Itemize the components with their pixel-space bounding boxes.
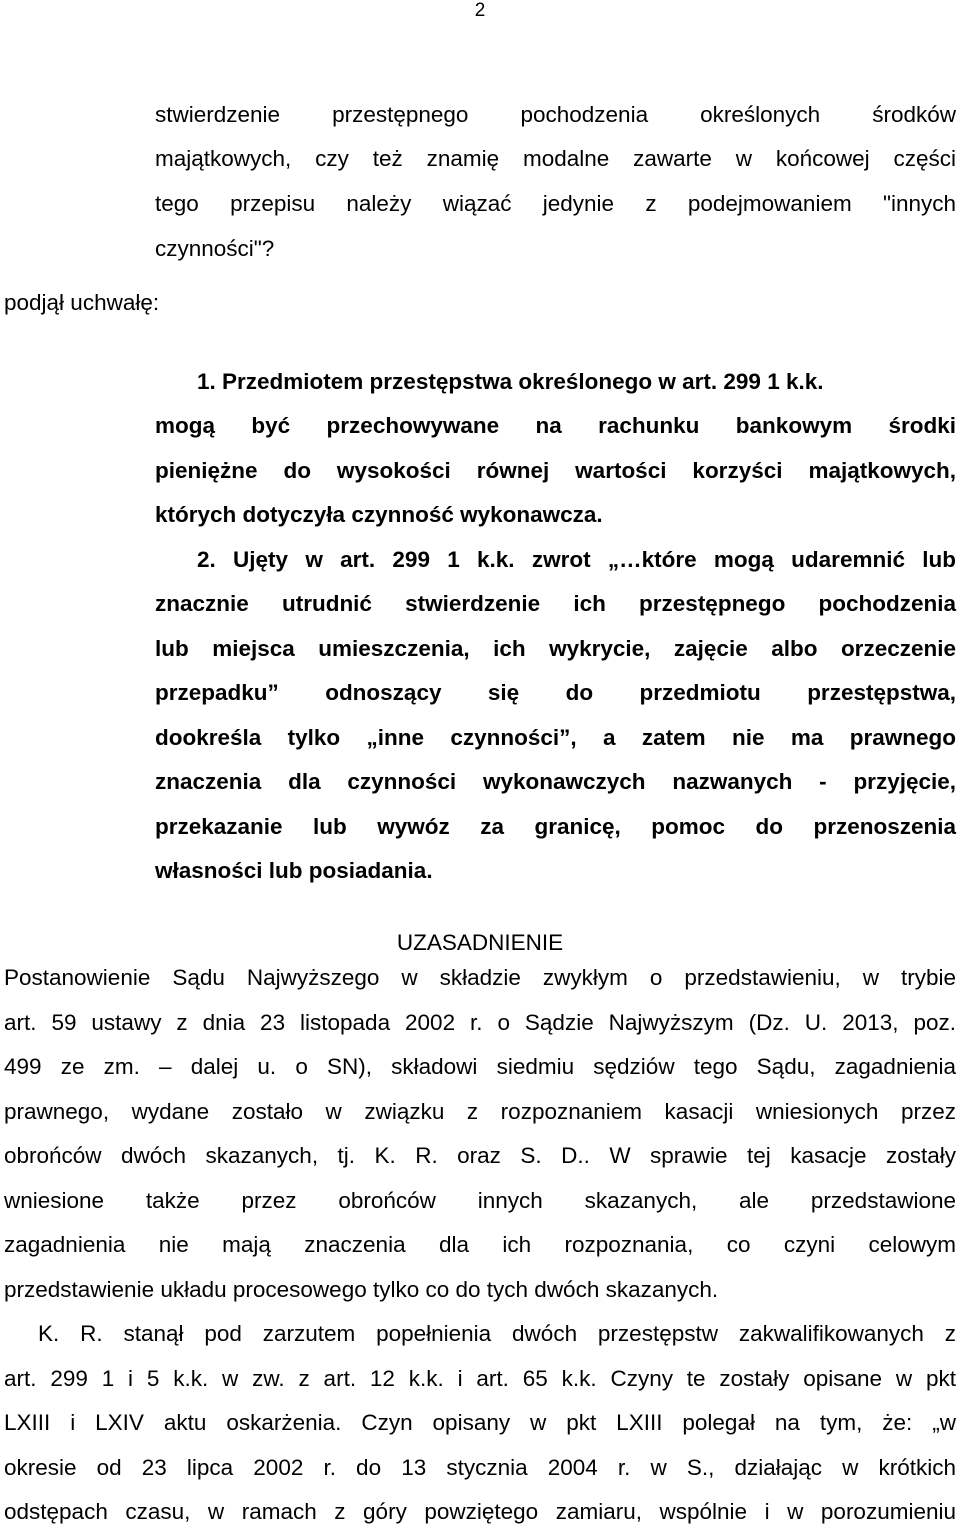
resolution-line-8: przepadku” odnoszący się do przedmiotu przestępstwa, [155, 680, 956, 705]
justification-line-4: prawnego, wydane zostało w związku z rozpoznaniem kasacji wniesionych przez [4, 1099, 956, 1124]
resolution-line-5: 2. Ujęty w art. 299 1 k.k. zwrot „…które mogą udaremnić lub [197, 547, 956, 572]
page-number: 2 [474, 0, 486, 21]
justification-line-3: 499 ze zm. – dalej u. o SN), składowi siedmiu sędziów tego Sądu, zagadnienia [4, 1054, 956, 1079]
resolution-line-9: dookreśla tylko „inne czynności”, a zatem nie ma prawnego [155, 725, 956, 750]
justification-line-5: obrońców dwóch skazanych, tj. K. R. oraz S. D.. W sprawie tej kasacje zostały [4, 1143, 956, 1168]
justification-line-9: K. R. stanął pod zarzutem popełnienia dwóch przestępstw zakwalifikowanych z [38, 1321, 956, 1346]
justification-line-7: zagadnienia nie mają znaczenia dla ich rozpoznania, co czyni celowym [4, 1232, 956, 1257]
justification-line-1: Postanowienie Sądu Najwyższego w składzie zwykłym o przedstawieniu, w trybie [4, 965, 956, 990]
section-heading: UZASADNIENIE [396, 930, 564, 955]
resolution-line-6: znacznie utrudnić stwierdzenie ich przestępnego pochodzenia [155, 591, 956, 616]
question-line-3: tego przepisu należy wiązać jedynie z podejmowaniem "innych [155, 191, 956, 216]
justification-line-2: art. 59 ustawy z dnia 23 listopada 2002 r. o Sądzie Najwyższym (Dz. U. 2013, poz. [4, 1010, 956, 1035]
resolution-line-10: znaczenia dla czynności wykonawczych nazwanych - przyjęcie, [155, 769, 956, 794]
justification-line-11: LXIII i LXIV aktu oskarżenia. Czyn opisany w pkt LXIII polegał na tym, że: „w [4, 1410, 956, 1435]
justification-line-6: wniesione także przez obrońców innych skazanych, ale przedstawione [4, 1188, 956, 1213]
justification-line-12: okresie od 23 lipca 2002 r. do 13 stycznia 2004 r. w S., działając w krótkich [4, 1455, 956, 1480]
resolution-line-3: pieniężne do wysokości równej wartości korzyści majątkowych, [155, 458, 956, 483]
resolution-line-12: własności lub posiadania. [155, 858, 433, 883]
question-line-1: stwierdzenie przestępnego pochodzenia określonych środków [155, 102, 956, 127]
justification-line-13: odstępach czasu, w ramach z góry powziętego zamiaru, wspólnie i w porozumieniu [4, 1499, 956, 1524]
justification-line-10: art. 299 1 i 5 k.k. w zw. z art. 12 k.k. i art. 65 k.k. Czyny te zostały opisane w pkt [4, 1366, 956, 1391]
justification-line-8: przedstawienie układu procesowego tylko co do tych dwóch skazanych. [4, 1277, 719, 1302]
resolution-line-11: przekazanie lub wywóz za granicę, pomoc do przenoszenia [155, 814, 956, 839]
resolution-line-1: 1. Przedmiotem przestępstwa określonego w art. 299 1 k.k. [197, 369, 824, 394]
question-line-4: czynności"? [155, 236, 275, 261]
resolution-line-7: lub miejsca umieszczenia, ich wykrycie, zajęcie albo orzeczenie [155, 636, 956, 661]
resolution-line-2: mogą być przechowywane na rachunku bankowym środki [155, 413, 956, 438]
question-line-2: majątkowych, czy też znamię modalne zawarte w końcowej części [155, 146, 956, 171]
resolution-intro: podjął uchwałę: [4, 290, 160, 315]
resolution-line-4: których dotyczyła czynność wykonawcza. [155, 502, 603, 527]
